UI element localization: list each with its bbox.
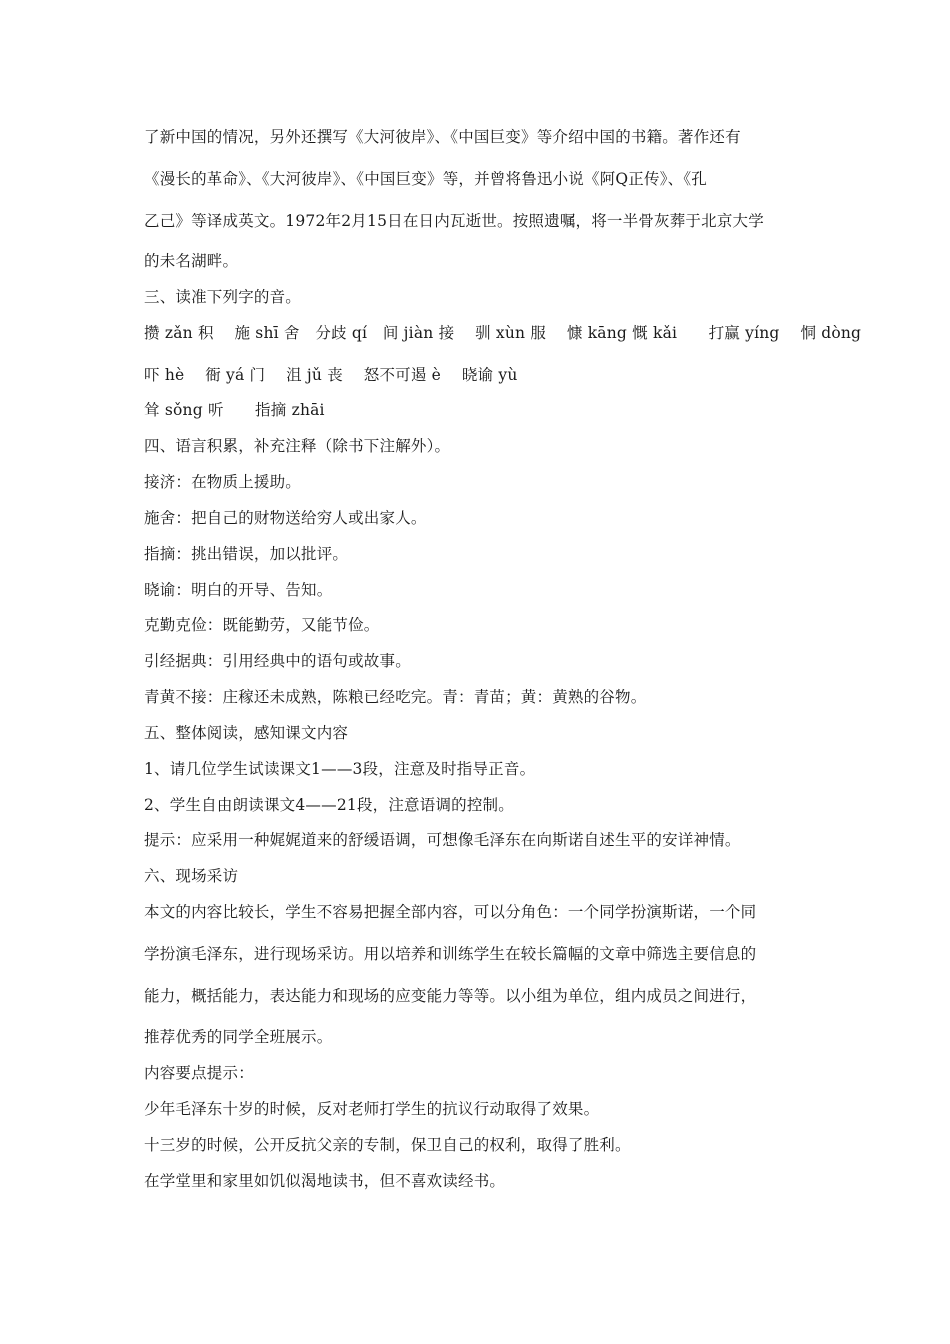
- paragraph-line: 能力，概括能力，表达能力和现场的应变能力等等。以小组为单位，组内成员之间进行，: [144, 987, 757, 1005]
- paragraph-line: 《漫长的革命》、《大河彼岸》、《中国巨变》等，并曾将鲁迅小说《阿Q正传》、《孔: [144, 170, 708, 188]
- paragraph-line: 推荐优秀的同学全班展示。: [144, 1028, 333, 1046]
- point-line: 十三岁的时候，公开反抗父亲的专制，保卫自己的权利，取得了胜利。: [144, 1136, 631, 1154]
- list-item: 1、请几位学生试读课文1——3段，注意及时指导正音。: [144, 760, 536, 778]
- list-item: 2、学生自由朗读课文4——21段，注意语调的控制。: [144, 796, 514, 814]
- annotation-line: 青黄不接：庄稼还未成熟，陈粮已经吃完。青：青苗；黄：黄熟的谷物。: [144, 688, 647, 706]
- hint-line: 提示：应采用一种娓娓道来的舒缓语调，可想像毛泽东在向斯诺自述生平的安详神情。: [144, 831, 741, 849]
- section-heading: 三、读准下列字的音。: [144, 288, 302, 306]
- annotation-line: 克勤克俭：既能勤劳，又能节俭。: [144, 616, 380, 634]
- paragraph-line: 了新中国的情况，另外还撰写《大河彼岸》、《中国巨变》等介绍中国的书籍。著作还有: [144, 128, 741, 146]
- subheading: 内容要点提示：: [144, 1064, 254, 1082]
- annotation-line: 晓谕：明白的开导、告知。: [144, 581, 333, 599]
- point-line: 在学堂里和家里如饥似渴地读书，但不喜欢读经书。: [144, 1172, 506, 1190]
- pinyin-line: 攒 zǎn 积 施 shī 舍 分歧 qí 间 jiàn 接 驯 xùn 服 慷 kāng 慨 kǎi 打赢 yíng 恫 dòng: [144, 324, 862, 342]
- section-heading: 五、整体阅读，感知课文内容: [144, 724, 349, 742]
- paragraph-line: 学扮演毛泽东，进行现场采访。用以培养和训练学生在较长篇幅的文章中筛选主要信息的: [144, 945, 757, 963]
- pinyin-line: 耸 sǒng 听 指摘 zhāi: [144, 401, 325, 419]
- pinyin-line: 吓 hè 衙 yá 门 沮 jǔ 丧 怒不可遏 è 晓谕 yù: [144, 366, 518, 384]
- annotation-line: 引经据典：引用经典中的语句或故事。: [144, 652, 411, 670]
- section-heading: 六、现场采访: [144, 867, 239, 885]
- paragraph-line: 的未名湖畔。: [144, 252, 239, 270]
- annotation-line: 施舍：把自己的财物送给穷人或出家人。: [144, 509, 427, 527]
- annotation-line: 指摘：挑出错误，加以批评。: [144, 545, 349, 563]
- paragraph-line: 乙己》等译成英文。1972年2月15日在日内瓦逝世。按照遗嘱，将一半骨灰葬于北京大学: [144, 212, 764, 230]
- section-heading: 四、语言积累，补充注释（除书下注解外）。: [144, 437, 451, 455]
- annotation-line: 接济：在物质上援助。: [144, 473, 302, 491]
- paragraph-line: 本文的内容比较长，学生不容易把握全部内容，可以分角色：一个同学扮演斯诺，一个同: [144, 903, 757, 921]
- point-line: 少年毛泽东十岁的时候，反对老师打学生的抗议行动取得了效果。: [144, 1100, 600, 1118]
